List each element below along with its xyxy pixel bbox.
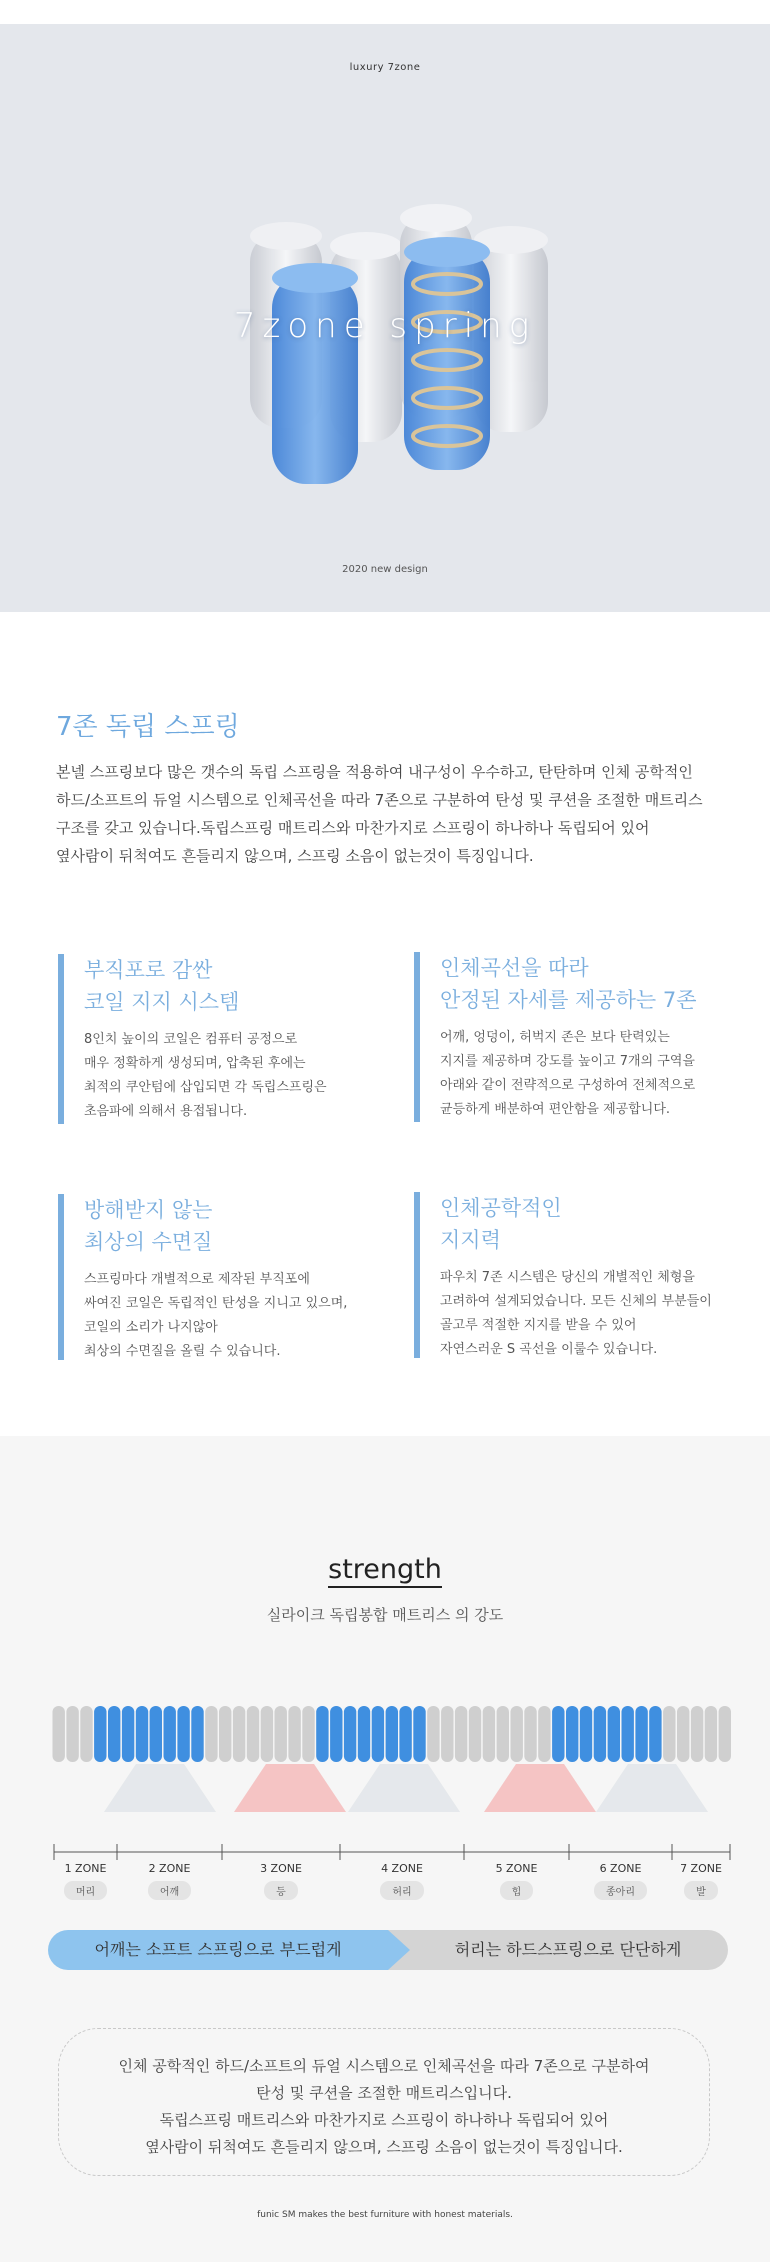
soft-spring <box>164 1706 176 1762</box>
hero-bottom-label: 2020 new design <box>342 564 428 575</box>
feature-title <box>84 1194 358 1258</box>
soft-spring <box>635 1706 647 1762</box>
hero-title: 7zone spring <box>233 306 537 346</box>
soft-spring <box>150 1706 162 1762</box>
hard-spring <box>288 1706 300 1762</box>
zone-label: 4 ZONE <box>381 1862 423 1875</box>
zone-body-part-tag: 발 <box>684 1881 718 1900</box>
feature-title-line: 인체공학적인 <box>440 1196 562 1220</box>
feature-body-line: 고려하여 설계되었습니다. 모든 신체의 부분들이 <box>440 1294 712 1309</box>
zone-body-part-tag: 등 <box>264 1881 298 1900</box>
feature-title <box>84 954 358 1018</box>
soft-spring <box>566 1706 578 1762</box>
summary-line: 독립스프링 매트리스와 마찬가지로 스프링이 하나하나 독립되어 있어 <box>159 2111 609 2129</box>
soft-spring <box>108 1706 120 1762</box>
feature-body-line: 골고루 적절한 지지를 받을 수 있어 <box>440 1318 637 1333</box>
soft-hard-bar <box>48 1930 728 1970</box>
soft-spring <box>622 1706 634 1762</box>
pressure-zone-shape <box>484 1764 596 1812</box>
soft-spring <box>122 1706 134 1762</box>
zone-label: 3 ZONE <box>260 1862 302 1875</box>
feature-title-line: 안정된 자세를 제공하는 7존 <box>440 988 697 1012</box>
feature-title-line: 최상의 수면질 <box>84 1230 213 1254</box>
soft-spring <box>136 1706 148 1762</box>
summary-line: 탄성 및 쿠션을 조절한 매트리스입니다. <box>256 2084 512 2102</box>
mattress-springs-illustration <box>52 1702 732 1852</box>
zone-label: 5 ZONE <box>495 1862 538 1875</box>
hard-spring <box>497 1706 509 1762</box>
intro-body <box>56 758 726 870</box>
soft-spring <box>399 1706 411 1762</box>
hard-spring <box>511 1706 523 1762</box>
strength-subtitle: 실라이크 독립봉합 매트리스 의 강도 <box>266 1606 504 1624</box>
zone-2 <box>130 1862 210 1900</box>
feature-body-line: 균등하게 배분하여 편안함을 제공합니다. <box>440 1102 671 1117</box>
zone-1 <box>46 1862 126 1900</box>
soft-spring <box>177 1706 189 1762</box>
hard-spring <box>219 1706 231 1762</box>
hard-spring <box>705 1706 717 1762</box>
feature-title <box>440 1192 714 1256</box>
hero-banner <box>0 24 770 612</box>
strength-title <box>0 1554 770 1585</box>
zone-label: 7 ZONE <box>680 1862 722 1875</box>
hard-spring <box>427 1706 439 1762</box>
feature-title-line: 방해받지 않는 <box>84 1198 213 1222</box>
zone-body-part-tag: 종아리 <box>594 1881 647 1900</box>
zone-label: 1 ZONE <box>64 1862 107 1875</box>
feature-body-line: 코일의 소리가 나지않아 <box>84 1320 218 1335</box>
hard-spring <box>441 1706 453 1762</box>
soft-spring <box>358 1706 370 1762</box>
feature-title <box>440 952 714 1016</box>
feature-title-line: 코일 지지 시스템 <box>84 990 240 1014</box>
strength-title-text: strength <box>328 1554 442 1588</box>
feature-body-line: 초음파에 의해서 용접됩니다. <box>84 1104 248 1119</box>
feature-body-line: 아래와 같이 전략적으로 구성하여 전체적으로 <box>440 1078 696 1093</box>
soft-spring <box>330 1706 342 1762</box>
soft-spring <box>608 1706 620 1762</box>
soft-spring-text: 어깨는 소프트 스프링으로 부드럽게 <box>94 1940 342 1959</box>
hard-spring <box>261 1706 273 1762</box>
feature-7zone-posture <box>414 952 714 1122</box>
zone-body-part-tag: 허리 <box>380 1881 423 1900</box>
zone-body-part-tag: 어깨 <box>148 1881 191 1900</box>
hard-spring <box>691 1706 703 1762</box>
intro-line: 하드/소프트의 듀얼 시스템으로 인체곡선을 따라 7존으로 구분하여 탄성 및 쿠션을 조절한 매트리스 <box>56 791 703 809</box>
soft-spring <box>386 1706 398 1762</box>
feature-body-line: 지지를 제공하며 강도를 높이고 7개의 구역을 <box>440 1054 695 1069</box>
hard-spring <box>66 1706 78 1762</box>
hard-spring <box>538 1706 550 1762</box>
intro-line: 옆사람이 뒤척여도 흔들리지 않으며, 스프링 소음이 없는것이 특징입니다. <box>56 847 534 865</box>
feature-body-line: 최상의 수면질을 올릴 수 있습니다. <box>84 1344 281 1359</box>
zone-label: 6 ZONE <box>599 1862 642 1875</box>
pressure-zone-shape <box>104 1764 216 1812</box>
soft-spring <box>552 1706 564 1762</box>
hard-spring <box>247 1706 259 1762</box>
zone-6 <box>581 1862 661 1900</box>
feature-body-line: 어깨, 엉덩이, 허벅지 존은 보다 탄력있는 <box>440 1030 670 1045</box>
summary-box <box>58 2028 710 2176</box>
hard-spring <box>719 1706 731 1762</box>
feature-body <box>84 1028 358 1124</box>
soft-spring <box>372 1706 384 1762</box>
hard-spring <box>302 1706 314 1762</box>
feature-body-line: 파우치 7존 시스템은 당신의 개별적인 체형을 <box>440 1270 695 1285</box>
intro-line: 본넬 스프링보다 많은 갯수의 독립 스프링을 적용하여 내구성이 우수하고, 탄탄하며 인체 공학적인 <box>56 763 693 781</box>
feature-ergonomic-support <box>414 1192 714 1358</box>
hard-spring-text: 허리는 하드스프링으로 단단하게 <box>454 1940 682 1959</box>
pressure-zone-shape <box>348 1764 460 1812</box>
hard-spring <box>455 1706 467 1762</box>
soft-spring <box>580 1706 592 1762</box>
hard-spring <box>205 1706 217 1762</box>
summary-line: 인체 공학적인 하드/소프트의 듀얼 시스템으로 인체곡선을 따라 7존으로 구분하여 <box>118 2057 650 2075</box>
zone-5 <box>477 1862 557 1900</box>
soft-spring <box>649 1706 661 1762</box>
hard-spring <box>275 1706 287 1762</box>
feature-body-line: 매우 정확하게 생성되며, 압축된 후에는 <box>84 1056 306 1071</box>
zone-4 <box>362 1862 442 1900</box>
soft-spring <box>344 1706 356 1762</box>
feature-body <box>440 1026 714 1122</box>
soft-spring <box>594 1706 606 1762</box>
feature-title-line: 부직포로 감싼 <box>84 958 213 982</box>
feature-title-line: 지지력 <box>440 1228 501 1252</box>
soft-spring <box>316 1706 328 1762</box>
feature-body-line: 스프링마다 개별적으로 제작된 부직포에 <box>84 1272 310 1287</box>
zone-scale <box>52 1836 732 1926</box>
zone-7 <box>661 1862 741 1900</box>
summary-line: 옆사람이 뒤척여도 흔들리지 않으며, 스프링 소음이 없는것이 특징입니다. <box>145 2138 623 2156</box>
feature-title-line: 인체곡선을 따라 <box>440 956 589 980</box>
hard-spring <box>663 1706 675 1762</box>
strength-section <box>0 1436 770 2262</box>
soft-spring <box>413 1706 425 1762</box>
hard-spring <box>53 1706 65 1762</box>
feature-body-line: 자연스러운 S 곡선을 이룰수 있습니다. <box>440 1342 658 1357</box>
feature-body-line: 8인치 높이의 코일은 컴퓨터 공정으로 <box>84 1032 298 1047</box>
feature-body <box>84 1268 358 1364</box>
pressure-zone-shape <box>234 1764 346 1812</box>
hard-spring <box>80 1706 92 1762</box>
intro-line: 구조를 갖고 있습니다.독립스프링 매트리스와 마찬가지로 스프링이 하나하나 독립되어 있어 <box>56 819 650 837</box>
soft-spring <box>94 1706 106 1762</box>
zone-body-part-tag: 힙 <box>500 1881 534 1900</box>
hard-spring <box>233 1706 245 1762</box>
hard-spring <box>469 1706 481 1762</box>
hard-spring <box>677 1706 689 1762</box>
feature-body <box>440 1266 714 1362</box>
feature-body-line: 싸여진 코일은 독립적인 탄성을 지니고 있으며, <box>84 1296 348 1311</box>
feature-coil-support <box>58 954 358 1124</box>
zone-label: 2 ZONE <box>148 1862 191 1875</box>
zone-body-part-tag: 머리 <box>64 1881 107 1900</box>
feature-sleep-quality <box>58 1194 358 1360</box>
intro-title: 7존 독립 스프링 <box>56 712 240 742</box>
zone-3 <box>241 1862 321 1900</box>
hero-top-label: luxury 7zone <box>349 62 421 73</box>
feature-body-line: 최적의 쿠안텀에 삽입되면 각 독립스프링은 <box>84 1080 327 1095</box>
footer-note: funic SM makes the best furniture with honest materials. <box>257 2210 513 2220</box>
soft-spring <box>191 1706 203 1762</box>
hard-spring <box>524 1706 536 1762</box>
pressure-zone-shape <box>596 1764 708 1812</box>
hard-spring <box>483 1706 495 1762</box>
